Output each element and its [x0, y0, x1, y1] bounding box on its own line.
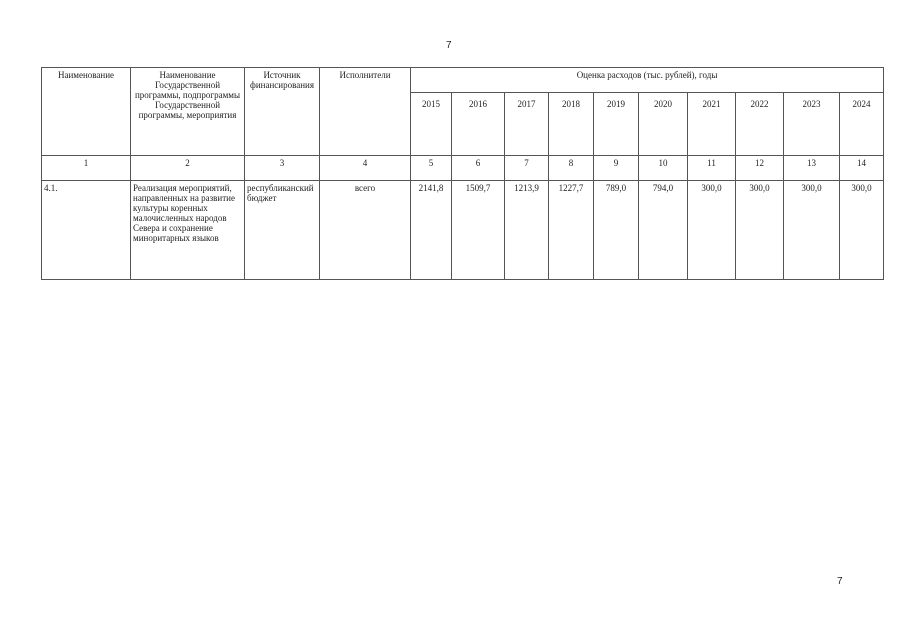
column-number: 7: [505, 156, 549, 181]
column-number: 13: [784, 156, 840, 181]
column-number: 8: [549, 156, 594, 181]
row-value: 789,0: [594, 181, 639, 280]
row-source: республиканский бюджет: [245, 181, 320, 280]
column-number: 10: [639, 156, 688, 181]
column-number: 12: [736, 156, 784, 181]
header-year: 2019: [594, 93, 639, 156]
header-year: 2016: [452, 93, 505, 156]
header-col-name: Наименование: [42, 68, 131, 156]
header-year: 2023: [784, 93, 840, 156]
header-col-executors: Исполнители: [320, 68, 411, 156]
row-value: 1509,7: [452, 181, 505, 280]
row-value: 794,0: [639, 181, 688, 280]
column-number: 5: [411, 156, 452, 181]
row-value: 1227,7: [549, 181, 594, 280]
header-row: [42, 68, 884, 93]
row-code: 4.1.: [42, 181, 131, 280]
row-name: Реализация мероприятий, направленных на развитие культуры коренных малочисленных народов Севера и сохранение миноритарных языков: [131, 181, 245, 280]
header-estimate: Оценка расходов (тыс. рублей), годы: [411, 68, 884, 93]
column-number: 2: [131, 156, 245, 181]
header-col-program: Наименование Государственной программы, подпрограммы Государственной программы, мероприятия: [131, 68, 245, 156]
column-number: 14: [840, 156, 884, 181]
header-year: 2021: [688, 93, 736, 156]
header-year: 2024: [840, 93, 884, 156]
row-value: 300,0: [784, 181, 840, 280]
header-year: 2022: [736, 93, 784, 156]
column-number: 9: [594, 156, 639, 181]
header-year: 2018: [549, 93, 594, 156]
column-number-row: [42, 156, 884, 181]
row-value: 300,0: [736, 181, 784, 280]
row-value: 300,0: [840, 181, 884, 280]
column-number: 11: [688, 156, 736, 181]
table-row: [42, 181, 884, 280]
column-number: 4: [320, 156, 411, 181]
column-number: 6: [452, 156, 505, 181]
row-value: 300,0: [688, 181, 736, 280]
budget-table: [41, 67, 884, 280]
row-value: 1213,9: [505, 181, 549, 280]
page-number-bottom: 7: [837, 576, 843, 587]
header-year: 2020: [639, 93, 688, 156]
header-year: 2017: [505, 93, 549, 156]
page-number-top: 7: [446, 40, 452, 51]
row-executor: всего: [320, 181, 411, 280]
column-number: 1: [42, 156, 131, 181]
row-value: 2141,8: [411, 181, 452, 280]
header-col-source: Источник финансирования: [245, 68, 320, 156]
header-year: 2015: [411, 93, 452, 156]
column-number: 3: [245, 156, 320, 181]
